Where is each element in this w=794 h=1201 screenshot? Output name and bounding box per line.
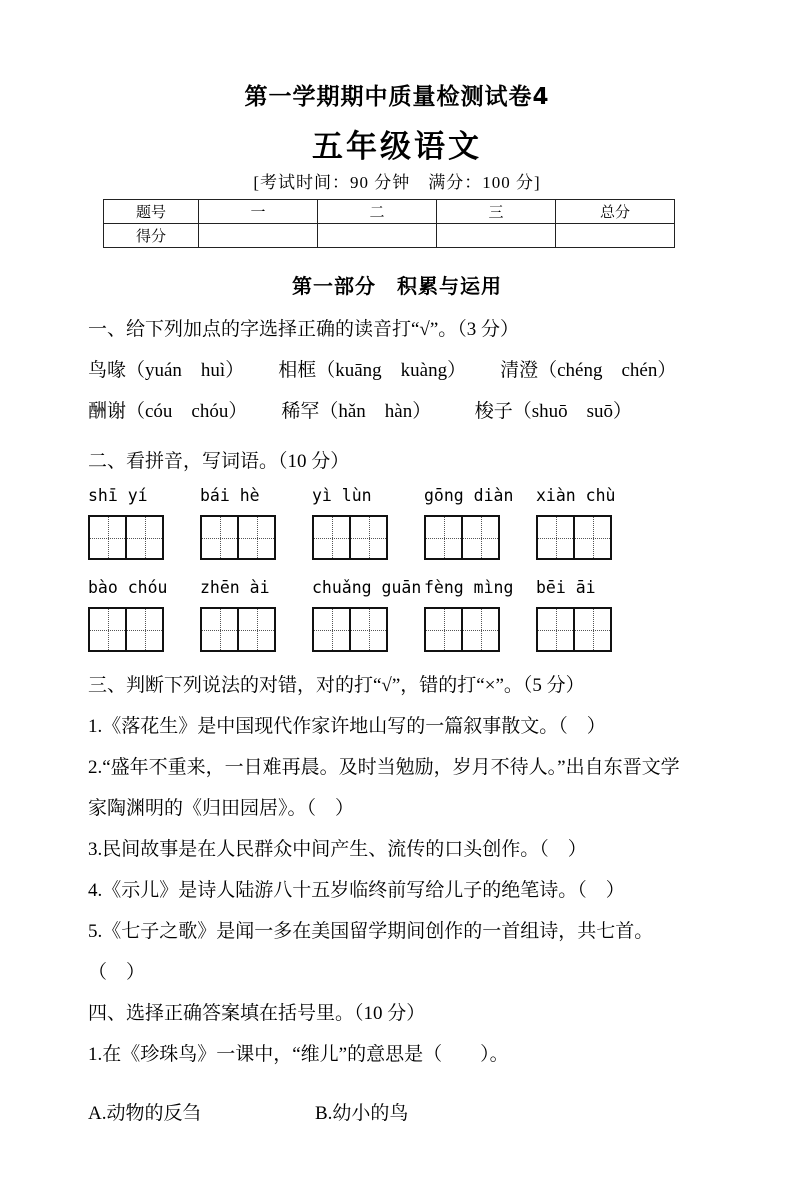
option-a: A.动物的反刍	[88, 1103, 202, 1124]
pinyin-grid-group	[536, 576, 612, 656]
score-cell-empty	[318, 224, 437, 248]
pinyin-label: xiàn chù	[536, 486, 616, 505]
section1-word-line	[88, 391, 714, 432]
pinyin-grid-group	[200, 576, 276, 656]
pinyin-grid-group	[312, 576, 421, 656]
grid-cell	[314, 517, 349, 558]
section4-title: 四、选择正确答案填在括号里。（10 分）	[88, 1003, 426, 1024]
exam-subject: 五年级语文	[312, 129, 482, 165]
section3-title: 三、判断下列说法的对错，对的打“√”，错的打“×”。（5 分）	[88, 675, 585, 696]
pinyin-label: shī yí	[88, 486, 148, 505]
section3-item: 1.《落花生》是中国现代作家许地山写的一篇叙事散文。（ ）	[88, 716, 606, 737]
section3-item: 5.《七子之歌》是闻一多在美国留学期间创作的一首组诗，共七首。	[88, 921, 654, 942]
writing-grid	[88, 607, 164, 652]
pinyin-label: yì lùn	[312, 486, 372, 505]
score-cell-empty	[556, 224, 675, 248]
grid-cell	[461, 609, 498, 650]
option-b: B.幼小的鸟	[315, 1103, 409, 1124]
grid-cell	[202, 517, 237, 558]
writing-grid	[536, 515, 612, 560]
writing-grid	[424, 607, 500, 652]
pinyin-label: gōng diàn	[424, 486, 514, 505]
word-item: 鸟喙（yuán huì）	[88, 360, 245, 381]
score-table-header-row	[104, 200, 675, 224]
score-row-label: 得分	[104, 224, 199, 248]
pinyin-grid-group	[312, 484, 388, 564]
pinyin-label: bái hè	[200, 486, 260, 505]
score-cell-empty	[437, 224, 556, 248]
pinyin-grid-group	[536, 484, 615, 564]
writing-grid	[200, 607, 276, 652]
score-table-score-row	[104, 224, 675, 248]
pinyin-label: bào chóu	[88, 578, 168, 597]
section4-q1-options	[88, 1093, 714, 1134]
grid-cell	[461, 517, 498, 558]
score-table-header-cell: 题号	[104, 200, 199, 224]
pinyin-grid-row	[88, 484, 714, 564]
pinyin-label: fèng mìng	[424, 578, 514, 597]
section1-word-line	[88, 350, 714, 391]
word-item: 相框（kuāng kuàng）	[278, 360, 467, 381]
grid-cell	[426, 609, 461, 650]
pinyin-grid-group	[424, 576, 513, 656]
writing-grid	[312, 515, 388, 560]
grid-cell	[90, 609, 125, 650]
pinyin-label: zhēn ài	[200, 578, 270, 597]
exam-info: [考试时间：90 分钟 满分：100 分]	[253, 173, 541, 192]
word-item: 梭子（shuō suō）	[455, 401, 633, 422]
score-table	[103, 199, 675, 248]
grid-cell	[237, 609, 274, 650]
score-table-header-cell: 三	[437, 200, 556, 224]
section3-item: 2.“盛年不重来，一日难再晨。及时当勉励，岁月不待人。”出自东晋文学	[88, 757, 680, 778]
exam-title: 第一学期期中质量检测试卷4	[244, 84, 550, 110]
section3-item: 3.民间故事是在人民群众中间产生、流传的口头创作。（ ）	[88, 839, 587, 860]
word-item: 酬谢（cóu chóu）	[88, 401, 248, 422]
paper-body	[88, 309, 714, 1134]
grid-cell	[237, 517, 274, 558]
word-item: 稀罕（hǎn hàn）	[281, 401, 422, 422]
pinyin-grid-group	[424, 484, 513, 564]
score-table-header-cell: 一	[199, 200, 318, 224]
pinyin-grid-group	[200, 484, 276, 564]
grid-cell	[538, 517, 573, 558]
grid-cell	[90, 517, 125, 558]
score-table-header-cell: 二	[318, 200, 437, 224]
grid-cell	[349, 517, 386, 558]
writing-grid	[536, 607, 612, 652]
section3-item: 4.《示儿》是诗人陆游八十五岁临终前写给儿子的绝笔诗。（ ）	[88, 880, 625, 901]
part1-heading: 第一部分 积累与运用	[292, 274, 502, 298]
writing-grid	[200, 515, 276, 560]
writing-grid	[424, 515, 500, 560]
section3-item-continuation: （ ）	[88, 962, 146, 983]
section2-title: 二、看拼音，写词语。（10 分）	[88, 451, 350, 472]
grid-cell	[538, 609, 573, 650]
writing-grid	[312, 607, 388, 652]
grid-cell	[314, 609, 349, 650]
grid-cell	[426, 517, 461, 558]
grid-cell	[202, 609, 237, 650]
grid-cell	[573, 517, 610, 558]
pinyin-label: bēi āi	[536, 578, 596, 597]
section1-title: 一、给下列加点的字选择正确的读音打“√”。（3 分）	[88, 319, 520, 340]
word-item: 清澄（chéng chén）	[500, 360, 677, 381]
section4-question1: 1.在《珍珠鸟》一课中，“维儿”的意思是（ ）。	[88, 1044, 509, 1065]
grid-cell	[125, 517, 162, 558]
exam-paper-page	[0, 78, 794, 1201]
pinyin-grid-row	[88, 576, 714, 656]
grid-cell	[573, 609, 610, 650]
pinyin-grid-group	[88, 484, 164, 564]
section3-item-continuation: 家陶渊明的《归田园居》。（ ）	[88, 798, 355, 819]
grid-cell	[125, 609, 162, 650]
pinyin-grid-group	[88, 576, 167, 656]
pinyin-label: chuǎng guān	[312, 578, 422, 597]
score-cell-empty	[199, 224, 318, 248]
score-table-header-cell: 总分	[556, 200, 675, 224]
grid-cell	[349, 609, 386, 650]
writing-grid	[88, 515, 164, 560]
